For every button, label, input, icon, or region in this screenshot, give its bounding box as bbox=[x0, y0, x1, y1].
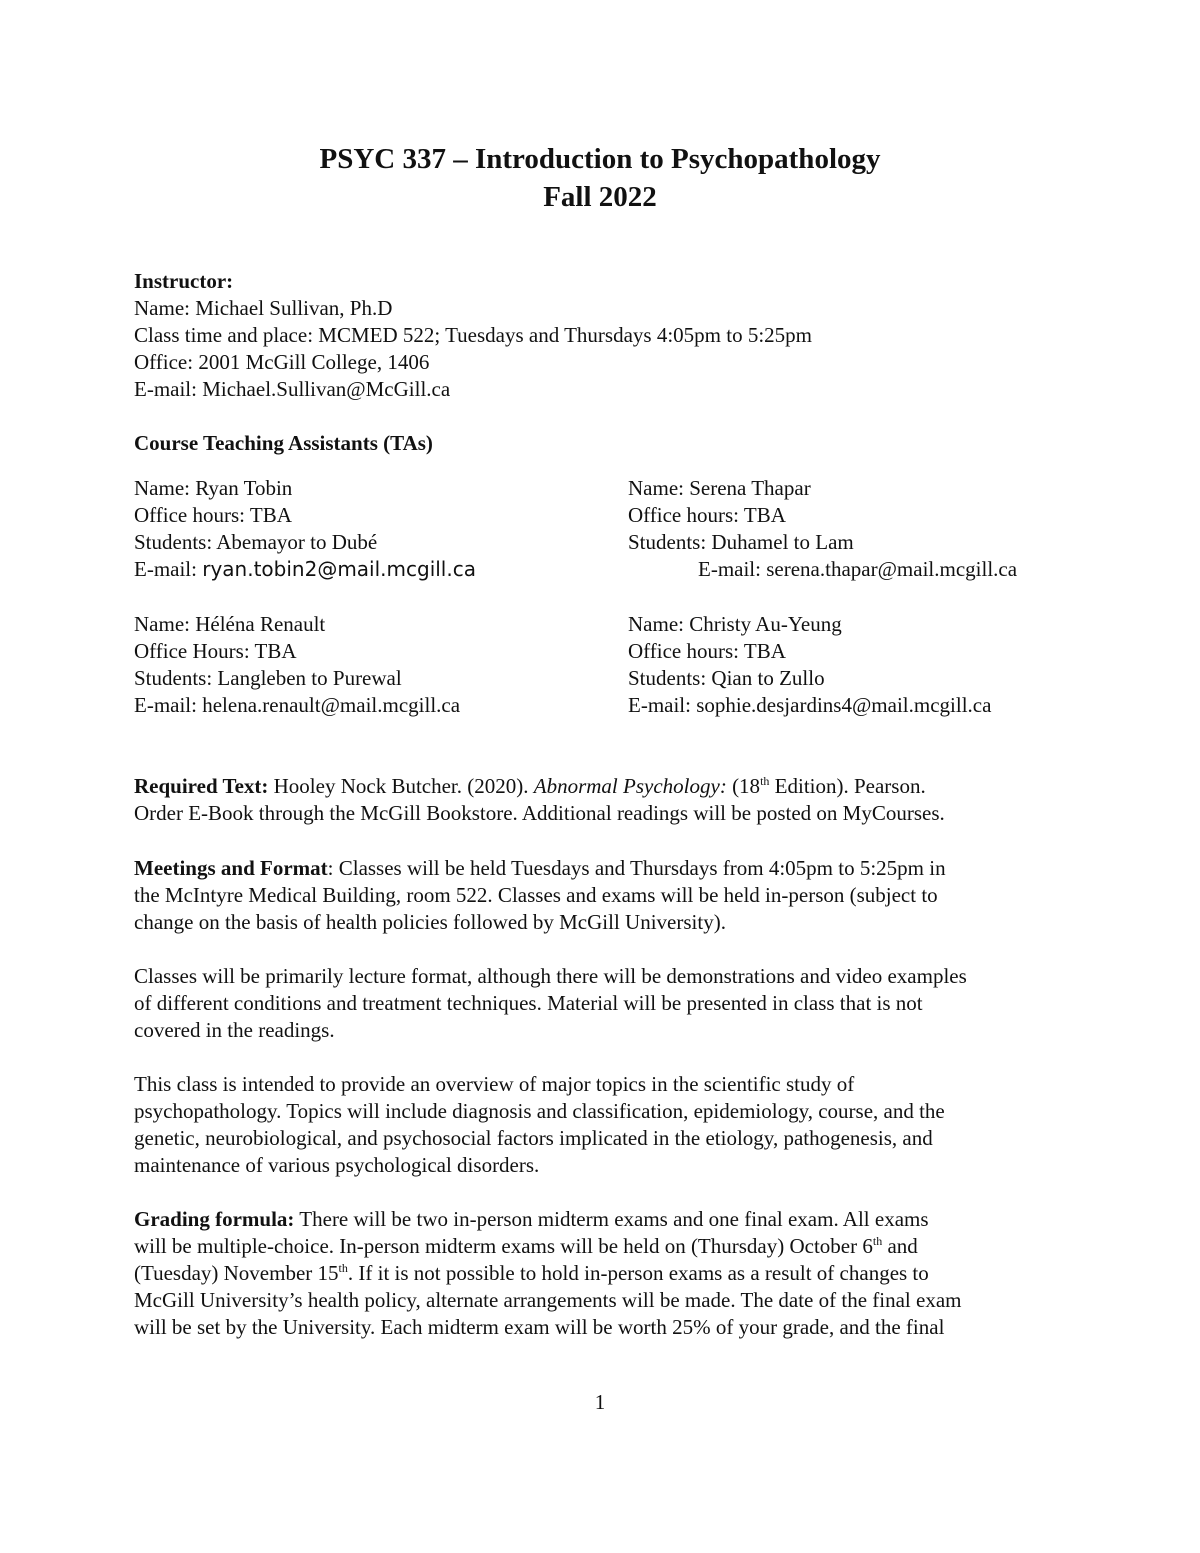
ta-2-students: Students: Duhamel to Lam bbox=[628, 530, 854, 554]
instructor-email: E-mail: Michael.Sullivan@McGill.ca bbox=[134, 377, 451, 401]
ta-1-name: Name: Ryan Tobin bbox=[134, 476, 293, 500]
ta-1-email: ryan.tobin2@mail.mcgill.ca bbox=[202, 557, 476, 581]
overview-line2: psychopathology. Topics will include diagnosis and classification, epidemiology, course, and the bbox=[134, 1099, 945, 1123]
ta-4-email: sophie.desjardins4@mail.mcgill.ca bbox=[696, 693, 992, 717]
grading-line2: will be multiple-choice. In-person midterm exams will be held on (Thursday) October 6 bbox=[134, 1234, 873, 1258]
ta-4-students: Students: Qian to Zullo bbox=[628, 666, 825, 690]
ta-3-hours: Office Hours: TBA bbox=[134, 639, 297, 663]
meetings-section bbox=[134, 855, 1069, 936]
ta-1-students: Students: Abemayor to Dubé bbox=[134, 530, 378, 554]
meetings-label: Meetings and Format bbox=[134, 856, 328, 880]
ta-2-email-label: E-mail: bbox=[698, 557, 767, 581]
overview-line3: genetic, neurobiological, and psychosocial factors implicated in the etiology, pathogenesis, and bbox=[134, 1126, 933, 1150]
course-title: PSYC 337 – Introduction to Psychopathology bbox=[319, 143, 881, 175]
ta-3-email-line bbox=[134, 692, 460, 719]
grading-line1: There will be two in-person midterm exams and one final exam. All exams bbox=[294, 1207, 929, 1231]
ordinal-superscript: th bbox=[338, 1261, 348, 1275]
required-text-line2: Order E-Book through the McGill Bookstore. Additional readings will be posted on MyCourses. bbox=[134, 801, 945, 825]
format-line2: of different conditions and treatment techniques. Material will be presented in class that is not bbox=[134, 991, 923, 1015]
instructor-office: Office: 2001 McGill College, 1406 bbox=[134, 350, 430, 374]
format-paragraph bbox=[134, 963, 1069, 1044]
page-number: 1 bbox=[594, 1390, 606, 1414]
meetings-line3: change on the basis of health policies followed by McGill University). bbox=[134, 910, 726, 934]
grading-section bbox=[134, 1206, 1069, 1341]
ta-2-name: Name: Serena Thapar bbox=[628, 476, 811, 500]
overview-line4: maintenance of various psychological disorders. bbox=[134, 1153, 540, 1177]
ta-2-hours: Office hours: TBA bbox=[628, 503, 786, 527]
required-text-publisher: Edition). Pearson. bbox=[769, 774, 926, 798]
ta-3-name: Name: Héléna Renault bbox=[134, 612, 326, 636]
ordinal-superscript: th bbox=[872, 1234, 883, 1248]
ta-2-email-line bbox=[698, 556, 1017, 583]
required-text-edition: (18 bbox=[726, 774, 761, 798]
course-term: Fall 2022 bbox=[543, 181, 657, 213]
meetings-line1: : Classes will be held Tuesdays and Thursdays from 4:05pm to 5:25pm in bbox=[327, 856, 946, 880]
ta-4-email-label: E-mail: bbox=[628, 693, 697, 717]
ta-3-email-label: E-mail: bbox=[134, 693, 203, 717]
ta-2-email: serena.thapar@mail.mcgill.ca bbox=[766, 557, 1018, 581]
required-text-label: Required Text: bbox=[134, 774, 269, 798]
edition-superscript: th bbox=[760, 774, 770, 788]
meetings-line2: the McIntyre Medical Building, room 522. Classes and exams will be held in-person (subject to bbox=[134, 883, 938, 907]
ta-3-students: Students: Langleben to Purewal bbox=[134, 666, 402, 690]
ta-3-email: helena.renault@mail.mcgill.ca bbox=[202, 693, 461, 717]
overview-paragraph bbox=[134, 1071, 1069, 1179]
ta-1-email-line bbox=[134, 556, 476, 583]
tas-heading: Course Teaching Assistants (TAs) bbox=[134, 431, 433, 455]
grading-line3-end: . If it is not possible to hold in-person exams as a result of changes to bbox=[347, 1261, 929, 1285]
grading-line4: McGill University’s health policy, alternate arrangements will be made. The date of the final exam bbox=[134, 1288, 962, 1312]
instructor-name: Name: Michael Sullivan, Ph.D bbox=[134, 296, 393, 320]
grading-line2-end: and bbox=[882, 1234, 918, 1258]
overview-line1: This class is intended to provide an overview of major topics in the scientific study of bbox=[134, 1072, 855, 1096]
instructor-class-time: Class time and place: MCMED 522; Tuesdays and Thursdays 4:05pm to 5:25pm bbox=[134, 323, 813, 347]
instructor-heading: Instructor: bbox=[134, 269, 234, 293]
required-text-book-title: Abnormal Psychology: bbox=[533, 774, 727, 798]
format-line1: Classes will be primarily lecture format, although there will be demonstrations and video examples bbox=[134, 964, 967, 988]
grading-label: Grading formula: bbox=[134, 1207, 295, 1231]
ta-4-name: Name: Christy Au-Yeung bbox=[628, 612, 842, 636]
ta-1-hours: Office hours: TBA bbox=[134, 503, 292, 527]
format-line3: covered in the readings. bbox=[134, 1018, 335, 1042]
ta-1-email-label: E-mail: bbox=[134, 557, 203, 581]
required-text-authors: Hooley Nock Butcher. (2020). bbox=[268, 774, 534, 798]
required-text-section bbox=[134, 773, 1069, 827]
grading-line3: (Tuesday) November 15 bbox=[134, 1261, 339, 1285]
grading-line5: will be set by the University. Each midterm exam will be worth 25% of your grade, and the final bbox=[134, 1315, 945, 1339]
ta-4-email-line bbox=[628, 692, 991, 719]
ta-4-hours: Office hours: TBA bbox=[628, 639, 786, 663]
